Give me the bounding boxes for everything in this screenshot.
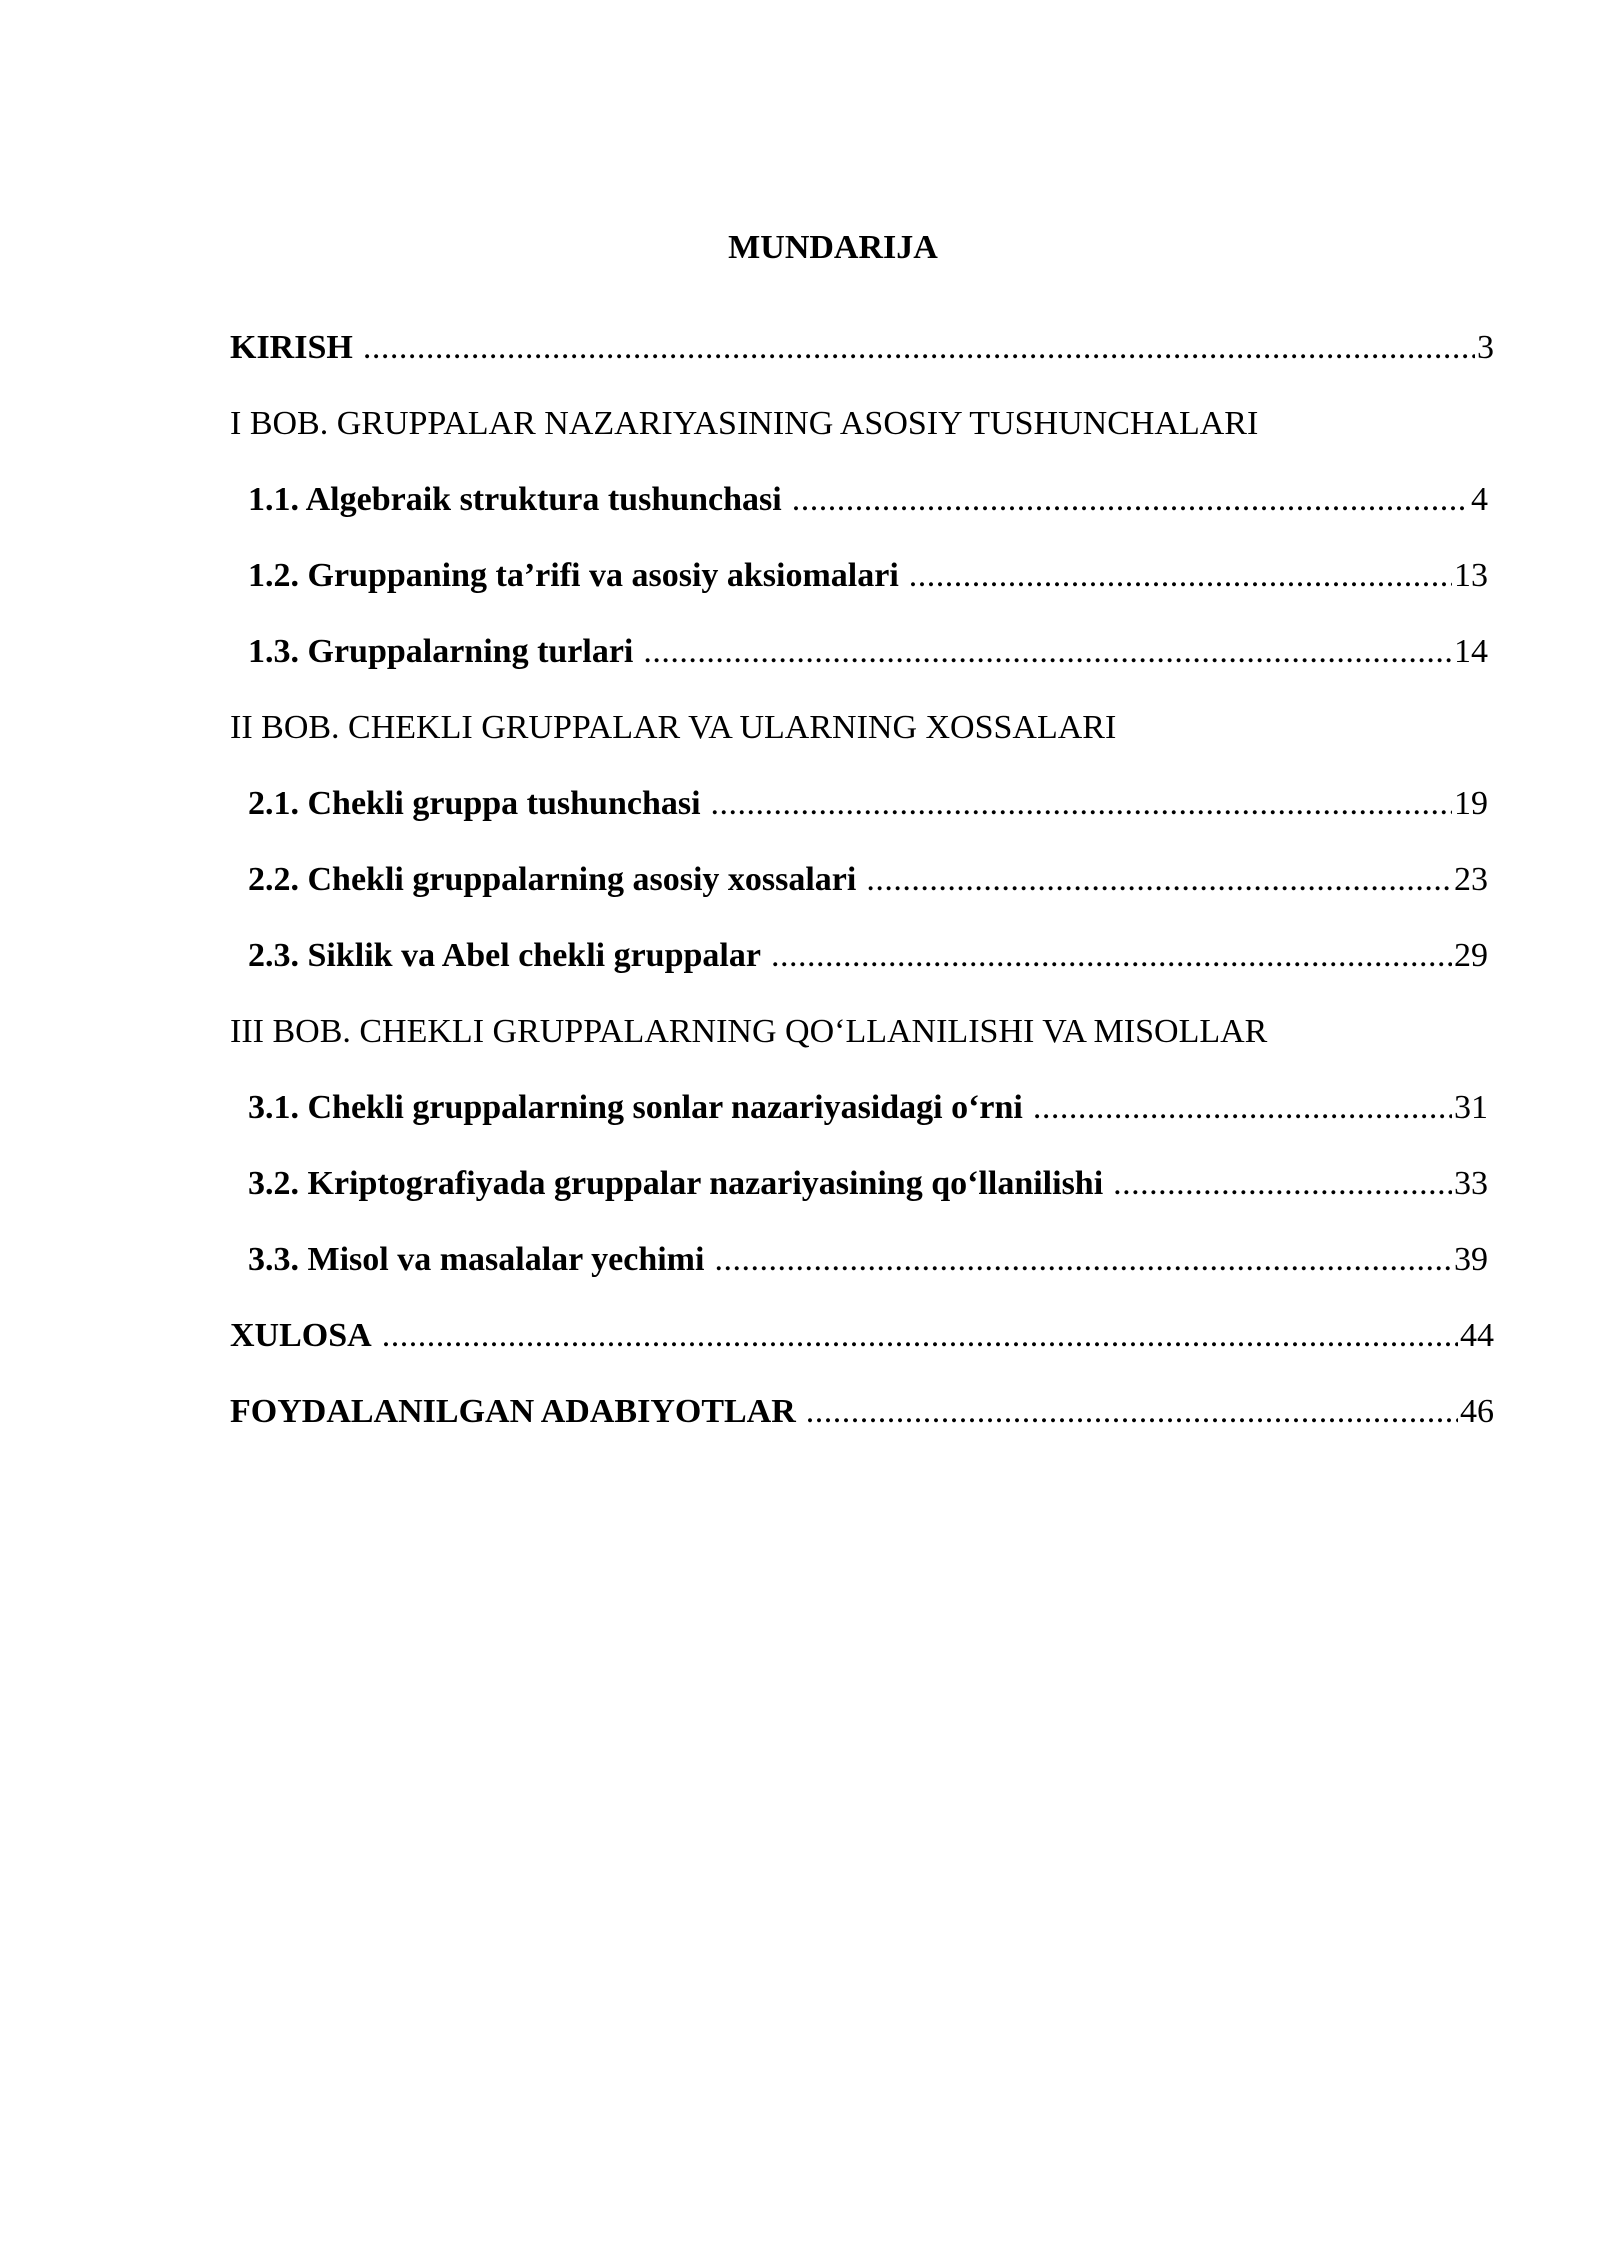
toc-entry-label: 3.2. Kriptografiyada gruppalar nazariyasining qo‘llanilishi [248,1165,1104,1202]
toc-entry-label: 3.3. Misol va masalalar yechimi [248,1241,705,1278]
toc-entry-2-2[interactable] [230,854,1494,930]
toc-entry-label: FOYDALANILGAN ADABIYOTLAR [230,1393,796,1430]
toc-entry-page: 44 [1460,1317,1494,1354]
toc-entry-page: 46 [1460,1393,1494,1430]
toc-entry-2-3[interactable] [230,930,1494,1006]
toc-entry-label: 1.2. Gruppaning ta’rifi va asosiy aksiomalari [248,557,899,594]
toc-chapter-label: II BOB. CHEKLI GRUPPALAR VA ULARNING XOSSALARI [230,709,1117,746]
toc-entry-label: 1.3. Gruppalarning turlari [248,633,634,670]
toc-entry-1-1[interactable] [230,474,1494,550]
toc-entry-1-2[interactable] [230,550,1494,626]
toc-entry-3-2[interactable] [230,1158,1494,1234]
dot-leader [1113,1158,1452,1210]
dot-leader [1033,1082,1452,1134]
toc-entry-page: 4 [1471,481,1488,518]
toc-entry-1-3[interactable] [230,626,1494,702]
dot-leader [792,474,1469,526]
toc-entry-page: 29 [1454,937,1488,974]
toc-entry-page: 19 [1454,785,1488,822]
dot-leader [363,322,1475,374]
toc-entry-kirish[interactable] [230,322,1494,398]
toc-entry-3-1[interactable] [230,1082,1494,1158]
table-of-contents [230,322,1494,1462]
toc-entry-xulosa[interactable] [230,1310,1494,1386]
toc-chapter-label: III BOB. CHEKLI GRUPPALARNING QO‘LLANILISHI VA MISOLLAR [230,1013,1268,1050]
toc-entry-2-1[interactable] [230,778,1494,854]
toc-entry-3-3[interactable] [230,1234,1494,1310]
dot-leader [711,778,1452,830]
toc-entry-page: 39 [1454,1241,1488,1278]
toc-entry-page: 23 [1454,861,1488,898]
toc-chapter-2[interactable] [230,702,1494,778]
toc-entry-label: 3.1. Chekli gruppalarning sonlar nazariyasidagi o‘rni [248,1089,1023,1126]
dot-leader [771,930,1452,982]
dot-leader [909,550,1452,602]
dot-leader [643,626,1452,678]
toc-entry-label: KIRISH [230,329,353,366]
toc-entry-label: XULOSA [230,1317,372,1354]
toc-entry-page: 3 [1477,329,1494,366]
dot-leader [806,1386,1458,1438]
toc-chapter-1[interactable] [230,398,1494,474]
page-title: MUNDARIJA [728,229,938,266]
toc-entry-label: 2.3. Siklik va Abel chekli gruppalar [248,937,761,974]
toc-entry-page: 13 [1454,557,1488,594]
toc-entry-label: 2.2. Chekli gruppalarning asosiy xossalari [248,861,857,898]
toc-chapter-3[interactable] [230,1006,1494,1082]
toc-entry-page: 33 [1454,1165,1488,1202]
dot-leader [866,854,1452,906]
toc-entry-page: 14 [1454,633,1488,670]
toc-entry-label: 2.1. Chekli gruppa tushunchasi [248,785,701,822]
toc-entry-label: 1.1. Algebraik struktura tushunchasi [248,481,782,518]
dot-leader [382,1310,1458,1362]
toc-entry-foydalanilgan-adabiyotlar[interactable] [230,1386,1494,1462]
toc-chapter-label: I BOB. GRUPPALAR NAZARIYASINING ASOSIY TUSHUNCHALARI [230,405,1259,442]
dot-leader [714,1234,1452,1286]
toc-entry-page: 31 [1454,1089,1488,1126]
